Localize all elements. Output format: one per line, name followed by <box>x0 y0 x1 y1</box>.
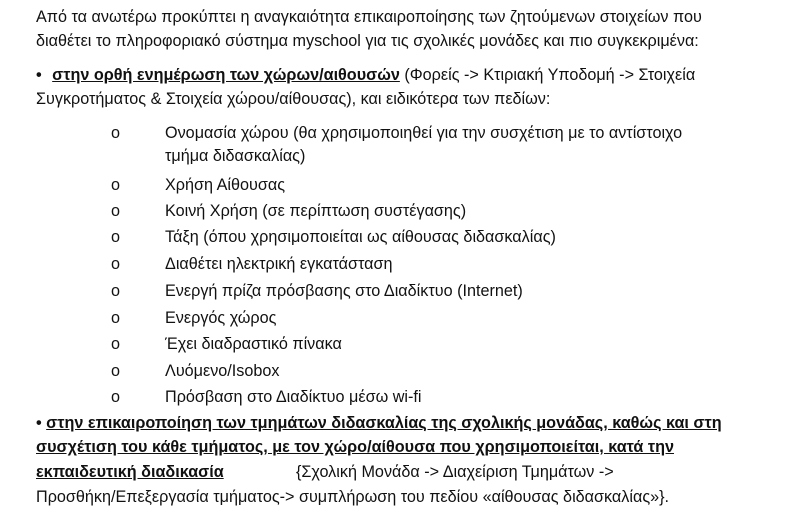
field-item: Τάξη (όπου χρησιμοποιείται ως αίθουσας διδασκαλίας) <box>165 228 556 246</box>
bullet-1-emphasis: στην ορθή ενημέρωση των χώρων/αιθουσών <box>52 66 400 84</box>
field-item: Ενεργός χώρος <box>165 309 277 327</box>
field-marker: o <box>111 124 121 142</box>
field-marker: o <box>111 282 121 300</box>
field-item-continuation: τμήμα διδασκαλίας) <box>165 147 306 165</box>
field-item: Λυόμενο/Isobox <box>165 362 280 380</box>
bullet-2-line-2 <box>36 436 674 458</box>
field-marker: o <box>111 362 121 380</box>
bullet-2-path: {Σχολική Μονάδα -> Διαχείριση Τμημάτων -> <box>296 463 614 481</box>
field-marker: o <box>111 228 121 246</box>
intro-line-2: διαθέτει το πληροφοριακό σύστημα myschool για τις σχολικές μονάδες και πιο συγκεκριμένα: <box>36 32 699 50</box>
bullet-2-line-4: Προσθήκη/Επεξεργασία τμήματος-> συμπλήρωση του πεδίου «αίθουσας διδασκαλίας»}. <box>36 488 670 506</box>
field-item: Χρήση Αίθουσας <box>165 176 286 194</box>
field-item: Κοινή Χρήση (σε περίπτωση συστέγασης) <box>165 202 467 220</box>
bullet-2-emphasis-line-3: εκπαιδευτική διαδικασία <box>36 463 224 481</box>
bullet-2-emphasis-line-2: συσχέτιση του κάθε τμήματος, με τον χώρο/αίθουσα που χρησιμοποιείται, κατά την <box>36 438 674 456</box>
field-marker: o <box>111 255 121 273</box>
field-item: Ενεργή πρίζα πρόσβασης στο Διαδίκτυο (Internet) <box>165 282 523 300</box>
field-marker: o <box>111 176 121 194</box>
field-marker: o <box>111 335 121 353</box>
field-item: Πρόσβαση στο Διαδίκτυο μέσω wi-fi <box>165 388 422 406</box>
field-marker: o <box>111 309 121 327</box>
bullet-2-marker: • <box>36 414 42 432</box>
field-item: Διαθέτει ηλεκτρική εγκατάσταση <box>165 255 393 273</box>
field-marker: o <box>111 202 121 220</box>
bullet-1-text: (Φορείς -> Κτιριακή Υποδομή -> Στοιχεία <box>399 66 696 84</box>
bullet-1 <box>36 64 695 86</box>
bullet-1-marker: • <box>36 66 42 84</box>
bullet-1-line-2: Συγκροτήματος & Στοιχεία χώρου/αίθουσας), και ειδικότερα των πεδίων: <box>36 90 551 108</box>
bullet-2-emphasis-line-1: στην επικαιροποίηση των τμημάτων διδασκαλίας της σχολικής μονάδας, καθώς και στη <box>46 414 722 432</box>
field-marker: o <box>111 388 121 406</box>
bullet-2 <box>36 412 774 434</box>
field-item: Ονομασία χώρου (θα χρησιμοποιηθεί για την συσχέτιση με το αντίστοιχο <box>165 124 683 142</box>
intro-line-1: Από τα ανωτέρω προκύπτει η αναγκαιότητα επικαιροποίησης των ζητούμενων στοιχείων που <box>36 8 702 26</box>
field-item: Έχει διαδραστικό πίνακα <box>165 335 342 353</box>
bullet-2-line-3 <box>36 461 224 483</box>
